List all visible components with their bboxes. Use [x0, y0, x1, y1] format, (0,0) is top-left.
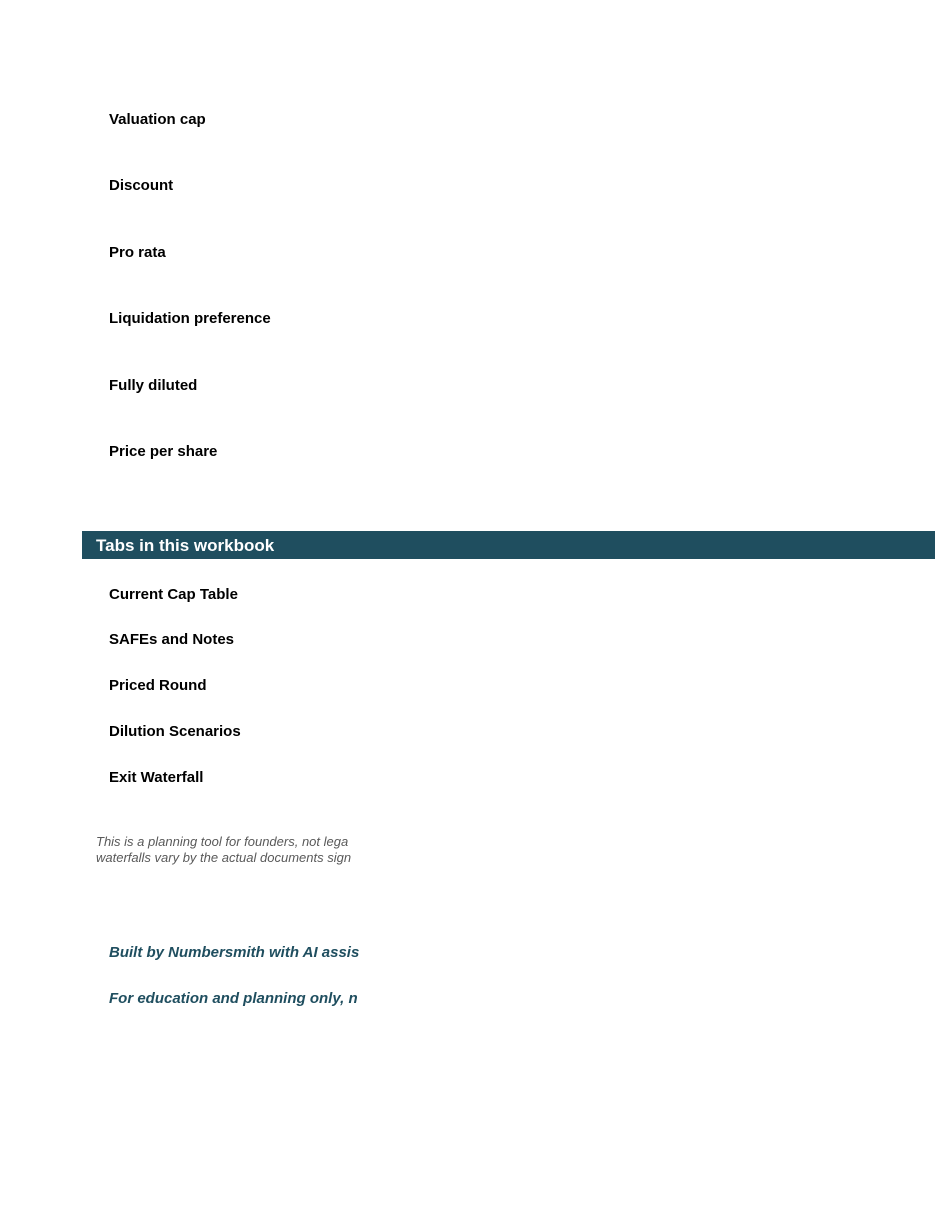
- tabs-section-title: Tabs in this workbook: [96, 536, 275, 555]
- footer-education-note: For education and planning only, n: [109, 990, 358, 1007]
- glossary-term-discount: Discount: [109, 177, 174, 194]
- tab-link-current-cap-table[interactable]: Current Cap Table: [109, 586, 238, 603]
- tab-link-exit-waterfall[interactable]: Exit Waterfall: [109, 769, 204, 786]
- disclaimer-line-2: waterfalls vary by the actual documents sign: [96, 850, 352, 865]
- disclaimer-note: [96, 834, 363, 868]
- tab-link-safes-and-notes[interactable]: SAFEs and Notes: [109, 631, 235, 648]
- tab-link-priced-round[interactable]: Priced Round: [109, 677, 207, 694]
- glossary-term-pro-rata: Pro rata: [109, 244, 166, 261]
- footer-built-by: Built by Numbersmith with AI assis: [109, 944, 360, 961]
- tab-link-dilution-scenarios[interactable]: Dilution Scenarios: [109, 723, 241, 740]
- glossary-term-price-per-share: Price per share: [109, 443, 218, 460]
- tabs-section-header: [82, 531, 935, 559]
- disclaimer-line-1: This is a planning tool for founders, not lega: [96, 834, 349, 849]
- glossary-term-fully-diluted: Fully diluted: [109, 377, 198, 394]
- glossary-term-liquidation-preference: Liquidation preference: [109, 310, 271, 327]
- glossary-term-valuation-cap: Valuation cap: [109, 111, 206, 128]
